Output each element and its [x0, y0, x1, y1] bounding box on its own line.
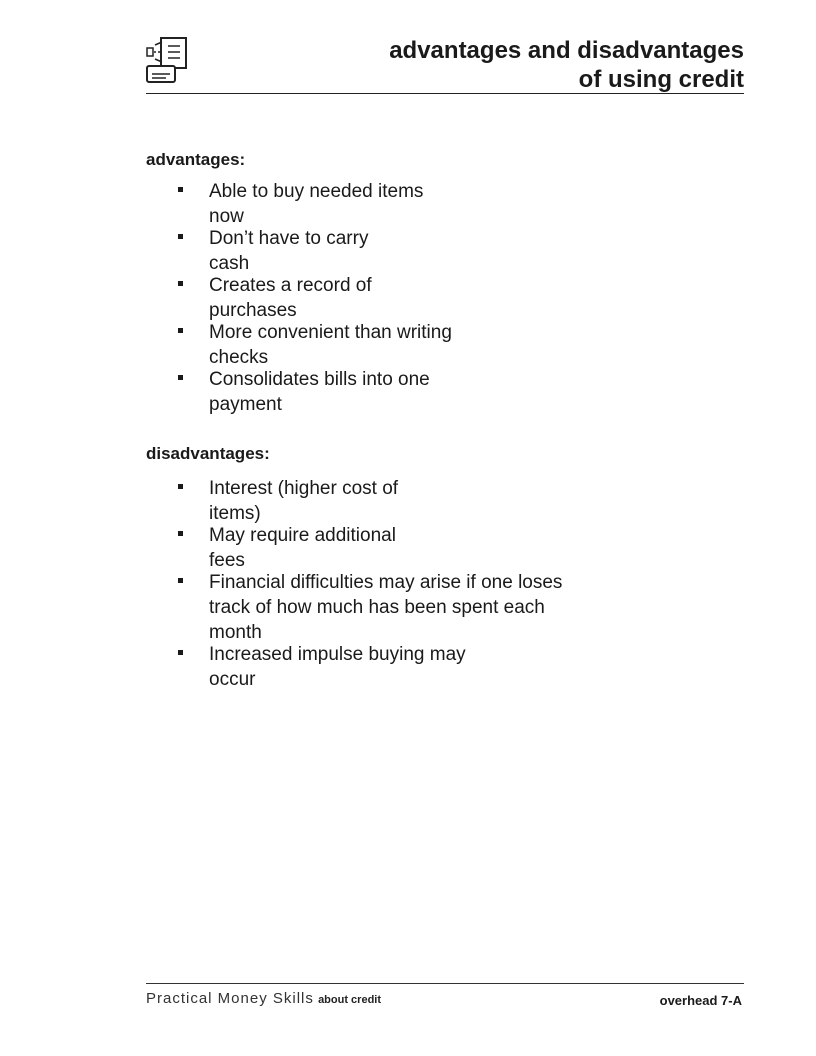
list-item: Able to buy needed items now [176, 179, 452, 229]
advantages-list [176, 179, 452, 414]
bullet-icon [178, 187, 183, 192]
bullet-icon [178, 531, 183, 536]
footer-brand [146, 990, 381, 1007]
header-divider [146, 93, 744, 94]
list-item: Consolidates bills into one payment [176, 367, 452, 417]
disadvantages-list [176, 476, 562, 689]
brand-subtitle: about credit [318, 994, 382, 1006]
list-item: May require additional fees [176, 523, 562, 573]
page-title [389, 36, 744, 94]
title-line-2: of using credit [578, 66, 744, 93]
bullet-icon [178, 484, 183, 489]
bullet-icon [178, 650, 183, 655]
footer-divider [146, 983, 744, 984]
page-label: overhead 7-A [659, 993, 742, 1008]
list-item: Increased impulse buying may occur [176, 642, 562, 692]
list-item: Don’t have to carry cash [176, 226, 452, 276]
bullet-icon [178, 281, 183, 286]
advantages-heading: advantages: [146, 150, 246, 169]
bullet-icon [178, 234, 183, 239]
brand-name: Practical Money Skills [146, 990, 314, 1007]
bullet-icon [178, 375, 183, 380]
title-line-1: advantages and disadvantages [389, 37, 744, 64]
list-item: More convenient than writing checks [176, 320, 452, 370]
disadvantages-heading: disadvantages: [146, 444, 270, 463]
bullet-icon [178, 328, 183, 333]
list-item: Financial difficulties may arise if one loses track of how much has been spent each month [176, 570, 562, 645]
list-item: Creates a record of purchases [176, 273, 452, 323]
list-item: Interest (higher cost of items) [176, 476, 562, 526]
bullet-icon [178, 578, 183, 583]
document-icon [144, 36, 188, 86]
